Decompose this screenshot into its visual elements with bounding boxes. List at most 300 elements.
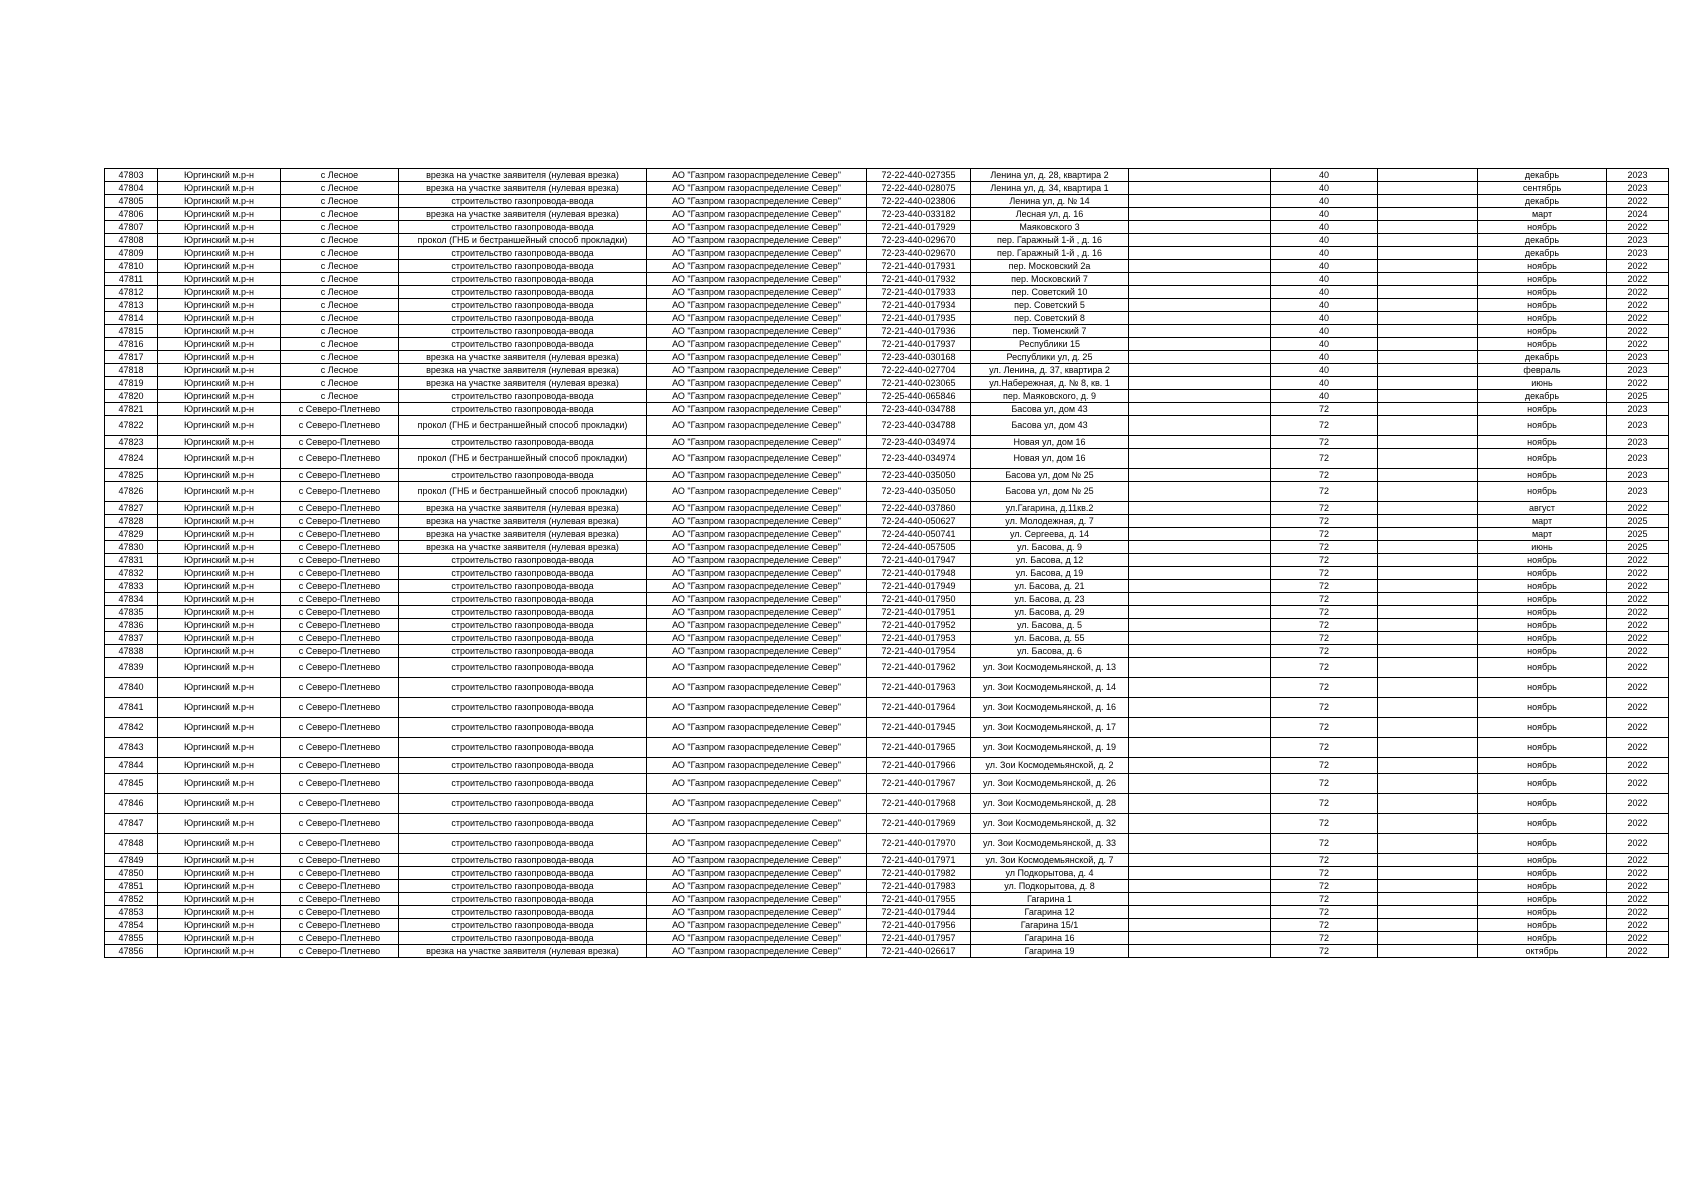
month-cell: ноябрь [1478, 260, 1607, 273]
row-id-cell: 47831 [105, 554, 158, 567]
address-cell: пер. Советский 10 [971, 286, 1129, 299]
locality-cell: с Северо-Плетнево [281, 678, 399, 698]
month-cell: февраль [1478, 364, 1607, 377]
pressure-cell: 40 [1271, 390, 1378, 403]
organization-cell: АО "Газпром газораспределение Север" [647, 260, 867, 273]
code-cell: 72-21-440-017957 [867, 932, 971, 945]
code-cell: 72-23-440-035050 [867, 482, 971, 502]
row-id-cell: 47853 [105, 906, 158, 919]
organization-cell: АО "Газпром газораспределение Север" [647, 247, 867, 260]
locality-cell: с Северо-Плетнево [281, 528, 399, 541]
month-cell: ноябрь [1478, 312, 1607, 325]
locality-cell: с Северо-Плетнево [281, 658, 399, 678]
table-row [105, 436, 1669, 449]
district-cell: Юргинский м.р-н [158, 182, 281, 195]
empty-cell [1378, 221, 1478, 234]
pressure-cell: 40 [1271, 338, 1378, 351]
organization-cell: АО "Газпром газораспределение Север" [647, 377, 867, 390]
row-id-cell: 47809 [105, 247, 158, 260]
address-cell: пер. Тюменский 7 [971, 325, 1129, 338]
pressure-cell: 40 [1271, 208, 1378, 221]
organization-cell: АО "Газпром газораспределение Север" [647, 195, 867, 208]
month-cell: ноябрь [1478, 698, 1607, 718]
organization-cell: АО "Газпром газораспределение Север" [647, 919, 867, 932]
year-cell: 2022 [1607, 758, 1669, 774]
row-id-cell: 47814 [105, 312, 158, 325]
code-cell: 72-21-440-017955 [867, 893, 971, 906]
month-cell: ноябрь [1478, 286, 1607, 299]
year-cell: 2022 [1607, 658, 1669, 678]
year-cell: 2023 [1607, 449, 1669, 469]
organization-cell: АО "Газпром газораспределение Север" [647, 449, 867, 469]
year-cell: 2022 [1607, 195, 1669, 208]
empty-cell [1129, 208, 1271, 221]
pressure-cell: 72 [1271, 606, 1378, 619]
empty-cell [1378, 541, 1478, 554]
organization-cell: АО "Газпром газораспределение Север" [647, 286, 867, 299]
year-cell: 2023 [1607, 469, 1669, 482]
table-row [105, 515, 1669, 528]
locality-cell: с Северо-Плетнево [281, 854, 399, 867]
work-type-cell: строительство газопровода-ввода [399, 906, 647, 919]
locality-cell: с Северо-Плетнево [281, 718, 399, 738]
work-type-cell: строительство газопровода-ввода [399, 390, 647, 403]
district-cell: Юргинский м.р-н [158, 351, 281, 364]
row-id-cell: 47830 [105, 541, 158, 554]
year-cell: 2022 [1607, 718, 1669, 738]
code-cell: 72-23-440-034974 [867, 436, 971, 449]
work-type-cell: строительство газопровода-ввода [399, 436, 647, 449]
address-cell: пер. Московский 7 [971, 273, 1129, 286]
organization-cell: АО "Газпром газораспределение Север" [647, 632, 867, 645]
empty-cell [1129, 377, 1271, 390]
year-cell: 2022 [1607, 854, 1669, 867]
address-cell: ул Подкорытова, д. 4 [971, 867, 1129, 880]
empty-cell [1378, 854, 1478, 867]
locality-cell: с Северо-Плетнево [281, 738, 399, 758]
address-cell: ул. Зои Космодемьянской, д. 13 [971, 658, 1129, 678]
empty-cell [1129, 718, 1271, 738]
empty-cell [1129, 515, 1271, 528]
code-cell: 72-21-440-017947 [867, 554, 971, 567]
row-id-cell: 47851 [105, 880, 158, 893]
empty-cell [1129, 794, 1271, 814]
table-row [105, 449, 1669, 469]
address-cell: ул. Зои Космодемьянской, д. 14 [971, 678, 1129, 698]
empty-cell [1129, 814, 1271, 834]
address-cell: ул. Ленина, д. 37, квартира 2 [971, 364, 1129, 377]
year-cell: 2022 [1607, 286, 1669, 299]
code-cell: 72-21-440-017953 [867, 632, 971, 645]
year-cell: 2024 [1607, 208, 1669, 221]
table-row [105, 312, 1669, 325]
empty-cell [1129, 593, 1271, 606]
table-row [105, 528, 1669, 541]
table-row [105, 893, 1669, 906]
organization-cell: АО "Газпром газораспределение Север" [647, 221, 867, 234]
work-type-cell: строительство газопровода-ввода [399, 678, 647, 698]
empty-cell [1129, 645, 1271, 658]
year-cell: 2022 [1607, 867, 1669, 880]
address-cell: Басова ул, дом 43 [971, 416, 1129, 436]
year-cell: 2022 [1607, 834, 1669, 854]
empty-cell [1129, 234, 1271, 247]
address-cell: ул. Зои Космодемьянской, д. 16 [971, 698, 1129, 718]
code-cell: 72-21-440-017956 [867, 919, 971, 932]
month-cell: ноябрь [1478, 794, 1607, 814]
district-cell: Юргинский м.р-н [158, 854, 281, 867]
pressure-cell: 72 [1271, 945, 1378, 958]
row-id-cell: 47840 [105, 678, 158, 698]
empty-cell [1378, 195, 1478, 208]
work-type-cell: строительство газопровода-ввода [399, 645, 647, 658]
work-type-cell: прокол (ГНБ и бестраншейный способ прокладки) [399, 234, 647, 247]
pressure-cell: 40 [1271, 195, 1378, 208]
code-cell: 72-21-440-017966 [867, 758, 971, 774]
pressure-cell: 40 [1271, 299, 1378, 312]
table-row [105, 260, 1669, 273]
month-cell: март [1478, 515, 1607, 528]
month-cell: ноябрь [1478, 580, 1607, 593]
year-cell: 2023 [1607, 182, 1669, 195]
empty-cell [1129, 834, 1271, 854]
address-cell: Лесная ул, д. 16 [971, 208, 1129, 221]
address-cell: Ленина ул, д. 28, квартира 2 [971, 169, 1129, 182]
organization-cell: АО "Газпром газораспределение Север" [647, 528, 867, 541]
organization-cell: АО "Газпром газораспределение Север" [647, 814, 867, 834]
empty-cell [1378, 208, 1478, 221]
row-id-cell: 47820 [105, 390, 158, 403]
table-row [105, 554, 1669, 567]
organization-cell: АО "Газпром газораспределение Север" [647, 945, 867, 958]
address-cell: ул. Басова, д. 29 [971, 606, 1129, 619]
month-cell: ноябрь [1478, 718, 1607, 738]
table-row [105, 567, 1669, 580]
pressure-cell: 72 [1271, 645, 1378, 658]
empty-cell [1378, 390, 1478, 403]
pressure-cell: 72 [1271, 403, 1378, 416]
work-type-cell: строительство газопровода-ввода [399, 567, 647, 580]
empty-cell [1129, 698, 1271, 718]
district-cell: Юргинский м.р-н [158, 325, 281, 338]
empty-cell [1378, 403, 1478, 416]
work-type-cell: строительство газопровода-ввода [399, 834, 647, 854]
empty-cell [1378, 436, 1478, 449]
row-id-cell: 47829 [105, 528, 158, 541]
code-cell: 72-21-440-017983 [867, 880, 971, 893]
table-row [105, 299, 1669, 312]
work-type-cell: строительство газопровода-ввода [399, 880, 647, 893]
year-cell: 2022 [1607, 814, 1669, 834]
table-row [105, 182, 1669, 195]
organization-cell: АО "Газпром газораспределение Север" [647, 416, 867, 436]
pressure-cell: 72 [1271, 515, 1378, 528]
data-table [104, 168, 1669, 958]
row-id-cell: 47832 [105, 567, 158, 580]
pressure-cell: 40 [1271, 234, 1378, 247]
year-cell: 2022 [1607, 260, 1669, 273]
table-row [105, 364, 1669, 377]
locality-cell: с Лесное [281, 195, 399, 208]
pressure-cell: 40 [1271, 260, 1378, 273]
pressure-cell: 72 [1271, 469, 1378, 482]
table-row [105, 632, 1669, 645]
month-cell: ноябрь [1478, 606, 1607, 619]
code-cell: 72-25-440-065846 [867, 390, 971, 403]
address-cell: ул. Подкорытова, д. 8 [971, 880, 1129, 893]
empty-cell [1378, 567, 1478, 580]
month-cell: март [1478, 528, 1607, 541]
district-cell: Юргинский м.р-н [158, 260, 281, 273]
address-cell: Басова ул, дом № 25 [971, 482, 1129, 502]
year-cell: 2022 [1607, 606, 1669, 619]
month-cell: ноябрь [1478, 338, 1607, 351]
code-cell: 72-23-440-034974 [867, 449, 971, 469]
table-row [105, 593, 1669, 606]
empty-cell [1378, 880, 1478, 893]
locality-cell: с Северо-Плетнево [281, 919, 399, 932]
empty-cell [1129, 273, 1271, 286]
code-cell: 72-21-440-017969 [867, 814, 971, 834]
empty-cell [1378, 247, 1478, 260]
district-cell: Юргинский м.р-н [158, 867, 281, 880]
year-cell: 2022 [1607, 919, 1669, 932]
organization-cell: АО "Газпром газораспределение Север" [647, 619, 867, 632]
empty-cell [1378, 794, 1478, 814]
code-cell: 72-21-440-017951 [867, 606, 971, 619]
locality-cell: с Северо-Плетнево [281, 906, 399, 919]
address-cell: пер. Советский 5 [971, 299, 1129, 312]
locality-cell: с Северо-Плетнево [281, 416, 399, 436]
address-cell: Гагарина 12 [971, 906, 1129, 919]
row-id-cell: 47828 [105, 515, 158, 528]
district-cell: Юргинский м.р-н [158, 945, 281, 958]
locality-cell: с Северо-Плетнево [281, 814, 399, 834]
empty-cell [1378, 273, 1478, 286]
year-cell: 2022 [1607, 880, 1669, 893]
work-type-cell: строительство газопровода-ввода [399, 338, 647, 351]
row-id-cell: 47835 [105, 606, 158, 619]
address-cell: пер. Московский 2а [971, 260, 1129, 273]
table-row [105, 658, 1669, 678]
year-cell: 2022 [1607, 338, 1669, 351]
address-cell: ул. Басова, д. 23 [971, 593, 1129, 606]
work-type-cell: строительство газопровода-ввода [399, 738, 647, 758]
district-cell: Юргинский м.р-н [158, 403, 281, 416]
row-id-cell: 47833 [105, 580, 158, 593]
address-cell: ул. Зои Космодемьянской, д. 17 [971, 718, 1129, 738]
locality-cell: с Северо-Плетнево [281, 403, 399, 416]
table-row [105, 774, 1669, 794]
table-row [105, 619, 1669, 632]
empty-cell [1129, 554, 1271, 567]
address-cell: пер. Гаражный 1-й , д. 16 [971, 234, 1129, 247]
row-id-cell: 47803 [105, 169, 158, 182]
work-type-cell: врезка на участке заявителя (нулевая врезка) [399, 169, 647, 182]
code-cell: 72-21-440-017937 [867, 338, 971, 351]
work-type-cell: врезка на участке заявителя (нулевая врезка) [399, 541, 647, 554]
table-row [105, 351, 1669, 364]
work-type-cell: строительство газопровода-ввода [399, 774, 647, 794]
pressure-cell: 72 [1271, 906, 1378, 919]
pressure-cell: 40 [1271, 312, 1378, 325]
empty-cell [1129, 541, 1271, 554]
address-cell: ул. Зои Космодемьянской, д. 32 [971, 814, 1129, 834]
empty-cell [1378, 606, 1478, 619]
empty-cell [1129, 619, 1271, 632]
locality-cell: с Северо-Плетнево [281, 774, 399, 794]
pressure-cell: 40 [1271, 221, 1378, 234]
month-cell: ноябрь [1478, 774, 1607, 794]
month-cell: ноябрь [1478, 325, 1607, 338]
year-cell: 2022 [1607, 619, 1669, 632]
year-cell: 2022 [1607, 906, 1669, 919]
empty-cell [1378, 364, 1478, 377]
empty-cell [1378, 515, 1478, 528]
work-type-cell: строительство газопровода-ввода [399, 619, 647, 632]
year-cell: 2022 [1607, 794, 1669, 814]
district-cell: Юргинский м.р-н [158, 234, 281, 247]
empty-cell [1129, 632, 1271, 645]
empty-cell [1129, 502, 1271, 515]
empty-cell [1378, 182, 1478, 195]
locality-cell: с Северо-Плетнево [281, 867, 399, 880]
month-cell: ноябрь [1478, 436, 1607, 449]
code-cell: 72-21-440-017982 [867, 867, 971, 880]
month-cell: декабрь [1478, 195, 1607, 208]
address-cell: пер. Гаражный 1-й , д. 16 [971, 247, 1129, 260]
code-cell: 72-21-440-017929 [867, 221, 971, 234]
address-cell: ул. Зои Космодемьянской, д. 26 [971, 774, 1129, 794]
empty-cell [1129, 606, 1271, 619]
table-row [105, 325, 1669, 338]
district-cell: Юргинский м.р-н [158, 606, 281, 619]
year-cell: 2022 [1607, 377, 1669, 390]
table-row [105, 234, 1669, 247]
code-cell: 72-23-440-029670 [867, 247, 971, 260]
year-cell: 2022 [1607, 299, 1669, 312]
organization-cell: АО "Газпром газораспределение Север" [647, 645, 867, 658]
table-row [105, 834, 1669, 854]
address-cell: Гагарина 15/1 [971, 919, 1129, 932]
organization-cell: АО "Газпром газораспределение Север" [647, 854, 867, 867]
work-type-cell: строительство газопровода-ввода [399, 195, 647, 208]
locality-cell: с Лесное [281, 364, 399, 377]
pressure-cell: 72 [1271, 698, 1378, 718]
address-cell: ул. Басова, д. 5 [971, 619, 1129, 632]
year-cell: 2022 [1607, 580, 1669, 593]
month-cell: ноябрь [1478, 814, 1607, 834]
row-id-cell: 47843 [105, 738, 158, 758]
address-cell: ул. Зои Космодемьянской, д. 7 [971, 854, 1129, 867]
empty-cell [1378, 658, 1478, 678]
organization-cell: АО "Газпром газораспределение Север" [647, 567, 867, 580]
code-cell: 72-22-440-027355 [867, 169, 971, 182]
pressure-cell: 72 [1271, 774, 1378, 794]
month-cell: ноябрь [1478, 932, 1607, 945]
code-cell: 72-21-440-017933 [867, 286, 971, 299]
row-id-cell: 47812 [105, 286, 158, 299]
organization-cell: АО "Газпром газораспределение Север" [647, 718, 867, 738]
table-row [105, 738, 1669, 758]
code-cell: 72-21-440-017949 [867, 580, 971, 593]
month-cell: октябрь [1478, 945, 1607, 958]
locality-cell: с Лесное [281, 247, 399, 260]
pressure-cell: 72 [1271, 567, 1378, 580]
row-id-cell: 47804 [105, 182, 158, 195]
month-cell: ноябрь [1478, 854, 1607, 867]
table-row [105, 698, 1669, 718]
table-row [105, 273, 1669, 286]
row-id-cell: 47816 [105, 338, 158, 351]
row-id-cell: 47847 [105, 814, 158, 834]
year-cell: 2022 [1607, 774, 1669, 794]
pressure-cell: 72 [1271, 436, 1378, 449]
pressure-cell: 72 [1271, 919, 1378, 932]
organization-cell: АО "Газпром газораспределение Север" [647, 325, 867, 338]
organization-cell: АО "Газпром газораспределение Север" [647, 906, 867, 919]
empty-cell [1378, 632, 1478, 645]
organization-cell: АО "Газпром газораспределение Север" [647, 208, 867, 221]
month-cell: ноябрь [1478, 416, 1607, 436]
district-cell: Юргинский м.р-н [158, 738, 281, 758]
row-id-cell: 47808 [105, 234, 158, 247]
locality-cell: с Северо-Плетнево [281, 554, 399, 567]
pressure-cell: 40 [1271, 169, 1378, 182]
row-id-cell: 47825 [105, 469, 158, 482]
table-row [105, 403, 1669, 416]
pressure-cell: 72 [1271, 738, 1378, 758]
empty-cell [1378, 893, 1478, 906]
month-cell: ноябрь [1478, 449, 1607, 469]
organization-cell: АО "Газпром газораспределение Север" [647, 482, 867, 502]
code-cell: 72-23-440-034788 [867, 416, 971, 436]
district-cell: Юргинский м.р-н [158, 774, 281, 794]
locality-cell: с Северо-Плетнево [281, 469, 399, 482]
code-cell: 72-21-440-017948 [867, 567, 971, 580]
locality-cell: с Северо-Плетнево [281, 449, 399, 469]
work-type-cell: строительство газопровода-ввода [399, 854, 647, 867]
code-cell: 72-21-440-017971 [867, 854, 971, 867]
table-row [105, 919, 1669, 932]
table-row [105, 606, 1669, 619]
organization-cell: АО "Газпром газораспределение Север" [647, 169, 867, 182]
row-id-cell: 47842 [105, 718, 158, 738]
code-cell: 72-24-440-057505 [867, 541, 971, 554]
work-type-cell: строительство газопровода-ввода [399, 632, 647, 645]
month-cell: ноябрь [1478, 403, 1607, 416]
table-row [105, 502, 1669, 515]
year-cell: 2022 [1607, 893, 1669, 906]
table-row [105, 580, 1669, 593]
month-cell: декабрь [1478, 247, 1607, 260]
district-cell: Юргинский м.р-н [158, 698, 281, 718]
locality-cell: с Северо-Плетнево [281, 593, 399, 606]
locality-cell: с Северо-Плетнево [281, 606, 399, 619]
district-cell: Юргинский м.р-н [158, 469, 281, 482]
code-cell: 72-24-440-050741 [867, 528, 971, 541]
empty-cell [1129, 182, 1271, 195]
month-cell: сентябрь [1478, 182, 1607, 195]
table-row [105, 945, 1669, 958]
locality-cell: с Лесное [281, 325, 399, 338]
pressure-cell: 40 [1271, 182, 1378, 195]
year-cell: 2022 [1607, 502, 1669, 515]
month-cell: ноябрь [1478, 893, 1607, 906]
empty-cell [1378, 351, 1478, 364]
district-cell: Юргинский м.р-н [158, 541, 281, 554]
pressure-cell: 72 [1271, 619, 1378, 632]
